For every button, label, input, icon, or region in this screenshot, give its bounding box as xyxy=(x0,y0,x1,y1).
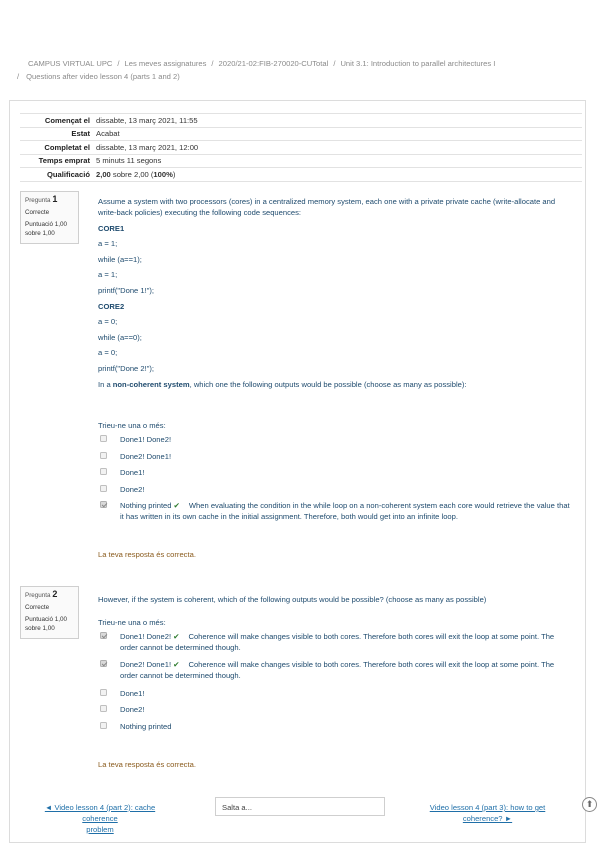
grade-line: sobre 1,00 xyxy=(25,624,55,632)
option-text: Done2! Done1! xyxy=(120,660,172,669)
summary-row-completed xyxy=(20,141,582,155)
next-activity-link[interactable] xyxy=(410,802,565,824)
answer-option[interactable] xyxy=(100,434,570,445)
option-text: Done1! Done2! xyxy=(120,632,172,641)
code-line: printf("Done 1!"); xyxy=(98,285,155,295)
question-label: Pregunta xyxy=(25,592,51,599)
summary-label: Estat xyxy=(20,127,96,141)
question-1-outcome: La teva resposta és correcta. xyxy=(98,550,196,559)
answer-option[interactable] xyxy=(100,451,570,462)
question-number xyxy=(25,590,74,601)
grade-percent: 100% xyxy=(153,169,173,179)
answer-option[interactable] xyxy=(100,467,570,478)
option-checkbox[interactable] xyxy=(100,632,107,639)
breadcrumb-separator: / xyxy=(211,59,214,68)
grade-line: sobre 1,00 xyxy=(25,229,55,237)
breadcrumb-separator: / xyxy=(17,72,20,81)
summary-row-state xyxy=(20,127,582,141)
question-number-value: 1 xyxy=(52,194,58,204)
core1-title: CORE1 xyxy=(98,223,125,233)
grade-out-of: sobre 2,00 ( xyxy=(110,169,154,179)
question-number xyxy=(25,195,74,206)
option-checkbox[interactable] xyxy=(100,501,107,508)
question-1-prompt: Trieu-ne una o més: xyxy=(98,421,166,430)
breadcrumb-unit[interactable]: Unit 3.1: Introduction to parallel architectures I xyxy=(340,59,496,68)
question-number-value: 2 xyxy=(52,589,58,599)
question-1-info xyxy=(20,191,79,244)
summary-row-started xyxy=(20,114,582,128)
question-intro: However, if the system is coherent, which of the following outputs would be possible? (choose as many as possible) xyxy=(98,595,487,604)
option-checkbox[interactable] xyxy=(100,660,107,667)
question-grade xyxy=(25,616,74,633)
summary-label: Començat el xyxy=(20,114,96,128)
summary-row-time-taken xyxy=(20,154,582,168)
next-link-line: coherence? ► xyxy=(462,814,513,823)
core2-title: CORE2 xyxy=(98,301,125,311)
code-line: printf("Done 2!"); xyxy=(98,363,155,373)
grade-line: Puntuació 1,00 xyxy=(25,221,68,228)
breadcrumb xyxy=(17,57,568,83)
option-label: Done1! xyxy=(120,468,145,477)
option-feedback: Coherence will make changes visible to both cores. Therefore both cores will exit the loop at some point. The order cannot be determined though. xyxy=(120,660,555,680)
code-line: while (a==0); xyxy=(98,332,142,342)
option-label: Done2! xyxy=(120,705,145,714)
code-line: a = 0; xyxy=(98,348,118,358)
breadcrumb-quiz[interactable]: Questions after video lesson 4 (parts 1 and 2) xyxy=(26,72,180,81)
option-label: Done2! Done1! xyxy=(120,452,172,461)
answer-option[interactable] xyxy=(100,631,570,653)
breadcrumb-course[interactable]: 2020/21-02:FIB-270020-CUTotal xyxy=(218,59,329,68)
check-icon: ✔ xyxy=(173,501,180,510)
jump-to-select[interactable]: Salta a... xyxy=(215,797,385,816)
question-statement xyxy=(98,379,568,390)
code-line: a = 0; xyxy=(98,317,118,327)
answer-option[interactable] xyxy=(100,704,570,715)
summary-label: Temps emprat xyxy=(20,154,96,168)
option-feedback: When evaluating the condition in the while loop on a non-coherent system each core would retrieve the value that it has written in its own cache in the initial assignment. Therefore, both would get into an infinite loop. xyxy=(120,501,570,521)
breadcrumb-campus[interactable]: CAMPUS VIRTUAL UPC xyxy=(28,59,113,68)
question-label: Pregunta xyxy=(25,197,51,204)
question-grade xyxy=(25,221,74,238)
answer-option[interactable] xyxy=(100,659,570,681)
option-label: Nothing printed xyxy=(120,722,172,731)
answer-option[interactable] xyxy=(100,721,570,732)
grade-line: Puntuació 1,00 xyxy=(25,616,68,623)
option-checkbox[interactable] xyxy=(100,452,107,459)
summary-label: Qualificació xyxy=(20,168,96,182)
breadcrumb-my-courses[interactable]: Les meves assignatures xyxy=(124,59,207,68)
grade-close: ) xyxy=(172,169,176,179)
summary-value: Acabat xyxy=(96,127,582,141)
breadcrumb-separator: / xyxy=(333,59,336,68)
option-checkbox[interactable] xyxy=(100,485,107,492)
statement-text: In a xyxy=(98,379,113,389)
option-label: Done1! xyxy=(120,689,145,698)
prev-link-line: ◄ Video lesson 4 (part 2): cache coherence xyxy=(44,803,156,823)
answer-option[interactable] xyxy=(100,484,570,495)
option-label: Done2! xyxy=(120,485,145,494)
summary-label: Completat el xyxy=(20,141,96,155)
breadcrumb-separator: / xyxy=(117,59,120,68)
check-icon: ✔ xyxy=(173,660,180,669)
summary-value: 5 minuts 11 segons xyxy=(96,154,582,168)
statement-text: , which one the following outputs would be possible (choose as many as possible): xyxy=(189,379,467,389)
question-2-text xyxy=(98,594,568,610)
option-checkbox[interactable] xyxy=(100,689,107,696)
option-checkbox[interactable] xyxy=(100,722,107,729)
option-label xyxy=(100,500,570,522)
question-1-text xyxy=(98,196,568,394)
question-state: Correcte xyxy=(25,603,50,611)
option-checkbox[interactable] xyxy=(100,468,107,475)
option-checkbox[interactable] xyxy=(100,705,107,712)
option-text: Nothing printed xyxy=(120,501,172,510)
option-checkbox[interactable] xyxy=(100,435,107,442)
prev-link-line: problem xyxy=(86,825,114,834)
code-line: a = 1; xyxy=(98,270,118,280)
answer-option[interactable] xyxy=(100,500,570,522)
question-2-info xyxy=(20,586,79,639)
check-icon: ✔ xyxy=(173,632,180,641)
option-label: Done1! Done2! xyxy=(120,435,172,444)
summary-value: dissabte, 13 març 2021, 11:55 xyxy=(96,114,582,128)
summary-row-grade xyxy=(20,168,582,182)
question-state: Correcte xyxy=(25,208,50,216)
summary-value: dissabte, 13 març 2021, 12:00 xyxy=(96,141,582,155)
option-label xyxy=(100,659,570,681)
code-line: a = 1; xyxy=(98,239,118,249)
question-2-prompt: Trieu-ne una o més: xyxy=(98,618,166,627)
statement-bold: non-coherent system xyxy=(112,379,190,389)
question-2-outcome: La teva resposta és correcta. xyxy=(98,760,196,769)
previous-activity-link[interactable] xyxy=(30,802,170,835)
question-intro: Assume a system with two processors (cores) in a centralized memory system, each one with a private private cache (write-allocate and write-back policies) executing the following code sequences: xyxy=(98,197,556,217)
attempt-summary-table xyxy=(20,113,582,182)
answer-option[interactable] xyxy=(100,688,570,699)
code-line: while (a==1); xyxy=(98,254,142,264)
summary-value xyxy=(96,168,582,182)
back-to-top-icon[interactable]: ⬆ xyxy=(582,797,597,812)
grade-score: 2,00 xyxy=(96,169,111,179)
next-link-line: Video lesson 4 (part 3): how to get xyxy=(429,803,546,812)
option-label xyxy=(100,631,570,653)
option-feedback: Coherence will make changes visible to both cores. Therefore both cores will exit the loop at some point. The order cannot be determined though. xyxy=(120,632,555,652)
